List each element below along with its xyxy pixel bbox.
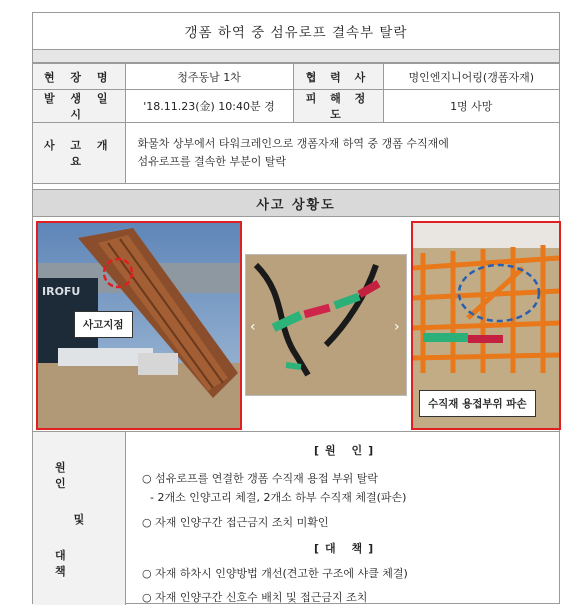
situation-header: 사고 상황도 bbox=[33, 189, 559, 217]
summary-text bbox=[125, 123, 559, 184]
photo-accident-point-image bbox=[38, 223, 240, 428]
next-arrow-icon: › bbox=[394, 319, 400, 335]
measure-header: [대 책] bbox=[314, 542, 380, 555]
photo-rope-detail bbox=[245, 254, 407, 396]
measure-item: ○ 자재 인양구간 신호수 배치 및 접근금지 조치 bbox=[142, 591, 368, 604]
weld-damage-tag: 수직재 용접부위 파손 bbox=[419, 390, 536, 417]
measure-item: ○ 자재 하차시 인양방법 개선(견고한 구조에 샤클 체결) bbox=[142, 567, 408, 580]
summary-line-1: 화물차 상부에서 타워크레인으로 갱폼자재 하역 중 갱폼 수직재에 bbox=[137, 137, 449, 150]
site-value: 청주동남 1차 bbox=[125, 64, 293, 90]
photo-weld-damage bbox=[411, 221, 561, 430]
cause-header: [원 인] bbox=[314, 444, 380, 457]
cause-measures-body bbox=[126, 432, 559, 605]
cause-measures-label bbox=[33, 432, 126, 605]
partner-value: 명인엔지니어링(갱폼자재) bbox=[383, 64, 559, 90]
info-row-date bbox=[33, 90, 559, 123]
accident-point-tag: 사고지점 bbox=[74, 311, 133, 338]
cause-label-2: 및 bbox=[73, 512, 107, 526]
prev-arrow-icon: ‹ bbox=[250, 319, 256, 335]
summary-line-2: 섬유로프를 결속한 부분이 탈락 bbox=[137, 155, 287, 168]
site-label: 현 장 명 bbox=[33, 64, 125, 90]
date-label: 발 생 일 시 bbox=[33, 90, 125, 123]
partner-label: 협 력 사 bbox=[293, 64, 383, 90]
cause-label-3: 대 책 bbox=[55, 548, 88, 578]
photo-accident-point bbox=[36, 221, 242, 430]
date-value: '18.11.23(金) 10:40분 경 bbox=[125, 90, 293, 123]
cause-label-1: 원 인 bbox=[55, 460, 88, 490]
info-row-site bbox=[33, 64, 559, 90]
summary-label: 사 고 개 요 bbox=[33, 123, 125, 184]
info-row-summary bbox=[33, 123, 559, 184]
situation-photos bbox=[33, 216, 559, 430]
damage-label: 피 해 정 도 bbox=[293, 90, 383, 123]
tarp-text: IROFU bbox=[42, 285, 81, 298]
cause-item: - 2개소 인양고리 체결, 2개소 하부 수직재 체결(파손) bbox=[150, 491, 407, 504]
accident-report-sheet bbox=[32, 12, 560, 604]
title-spacer-bar bbox=[33, 50, 559, 63]
cause-item: ○ 섬유로프를 연결한 갱폼 수직재 용접 부위 탈락 bbox=[142, 472, 378, 485]
cause-and-measures bbox=[33, 431, 559, 605]
damage-value: 1명 사망 bbox=[383, 90, 559, 123]
accident-info-table bbox=[33, 63, 559, 184]
photo-rope-detail-image bbox=[246, 255, 406, 395]
cause-item: ○ 자재 인양구간 접근금지 조치 미확인 bbox=[142, 516, 329, 529]
report-title: 갱폼 하역 중 섬유로프 결속부 탈락 bbox=[33, 13, 559, 50]
